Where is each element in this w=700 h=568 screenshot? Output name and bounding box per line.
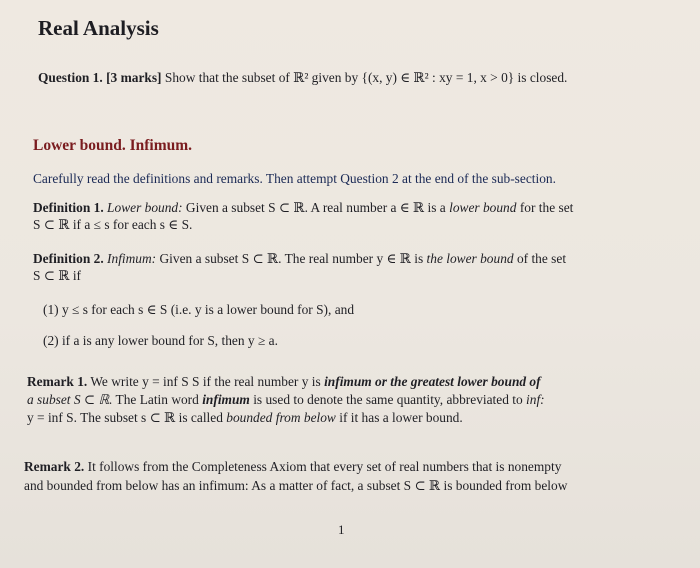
section-heading: Lower bound. Infimum.	[33, 137, 193, 154]
remark-1-abbr: inf:	[526, 392, 545, 407]
definition-2-line-2: S ⊂ ℝ if	[33, 268, 82, 283]
remark-1-line-2	[27, 391, 545, 408]
definition-1-emph: lower bound	[449, 200, 517, 215]
definition-2-emph: the lower bound	[426, 251, 514, 266]
question-1-label: Question 1.	[38, 70, 103, 85]
definition-1-label: Definition 1.	[33, 200, 104, 215]
question-1-text: Show that the subset of ℝ² given by {(x, y) ∈ ℝ² : xy = 1, x > 0} is closed.	[164, 70, 568, 85]
remark-1-line-3-start: y = inf S. The subset s ⊂ ℝ is called	[27, 410, 223, 425]
definition-2-label: Definition 2.	[33, 251, 104, 266]
remark-1-line-3	[27, 409, 463, 426]
question-1-marks: [3 marks]	[106, 70, 162, 85]
definition-1-end: for the set	[519, 200, 574, 215]
definition-2-text: Given a subset S ⊂ ℝ. The real number y ∈ ℝ is	[159, 251, 424, 266]
remark-2-line-1	[24, 458, 561, 475]
question-1	[38, 69, 567, 86]
remark-1-rest: is used to denote the same quantity, abbreviated to	[253, 392, 523, 407]
remark-1-label: Remark 1.	[27, 374, 88, 389]
definition-1-term: Lower bound:	[107, 200, 183, 215]
definition-1-text: Given a subset S ⊂ ℝ. A real number a ∈ ℝ is a	[185, 200, 446, 215]
definition-2-line-1	[33, 250, 566, 267]
remark-1-infimum: infimum	[202, 392, 250, 407]
remark-2-line-2: and bounded from below has an infimum: As a matter of fact, a subset S ⊂ ℝ is bounded from below	[24, 478, 568, 493]
page-number: 1	[338, 522, 345, 537]
remark-1-line-1	[27, 373, 541, 390]
page-title: Real Analysis	[38, 16, 159, 40]
remark-1-emph: infimum or the greatest lower bound of	[324, 374, 541, 389]
intro-text: Carefully read the definitions and remarks. Then attempt Question 2 at the end of the sub-section.	[33, 171, 556, 186]
remark-1-latin: The Latin word	[115, 392, 199, 407]
remark-1-text: We write y = inf S S if the real number y is	[90, 374, 321, 389]
definition-1-line-2: S ⊂ ℝ if a ≤ s for each s ∈ S.	[33, 217, 193, 232]
definition-1-line-1	[33, 199, 573, 216]
definition-2-term: Infimum:	[107, 251, 157, 266]
remark-1-bounded: bounded from below	[226, 410, 336, 425]
remark-1-line-3-end: if it has a lower bound.	[339, 410, 463, 425]
definition-2-end: of the set	[516, 251, 567, 266]
definition-2-item-1: (1) y ≤ s for each s ∈ S (i.e. y is a lower bound for S), and	[43, 302, 355, 317]
remark-2-label: Remark 2.	[24, 459, 85, 474]
remark-2-text: It follows from the Completeness Axiom that every set of real numbers that is nonempty	[87, 459, 562, 474]
definition-2-item-2: (2) if a is any lower bound for S, then y ≥ a.	[43, 333, 278, 348]
remark-1-subset: a subset S ⊂ ℝ.	[27, 392, 113, 407]
